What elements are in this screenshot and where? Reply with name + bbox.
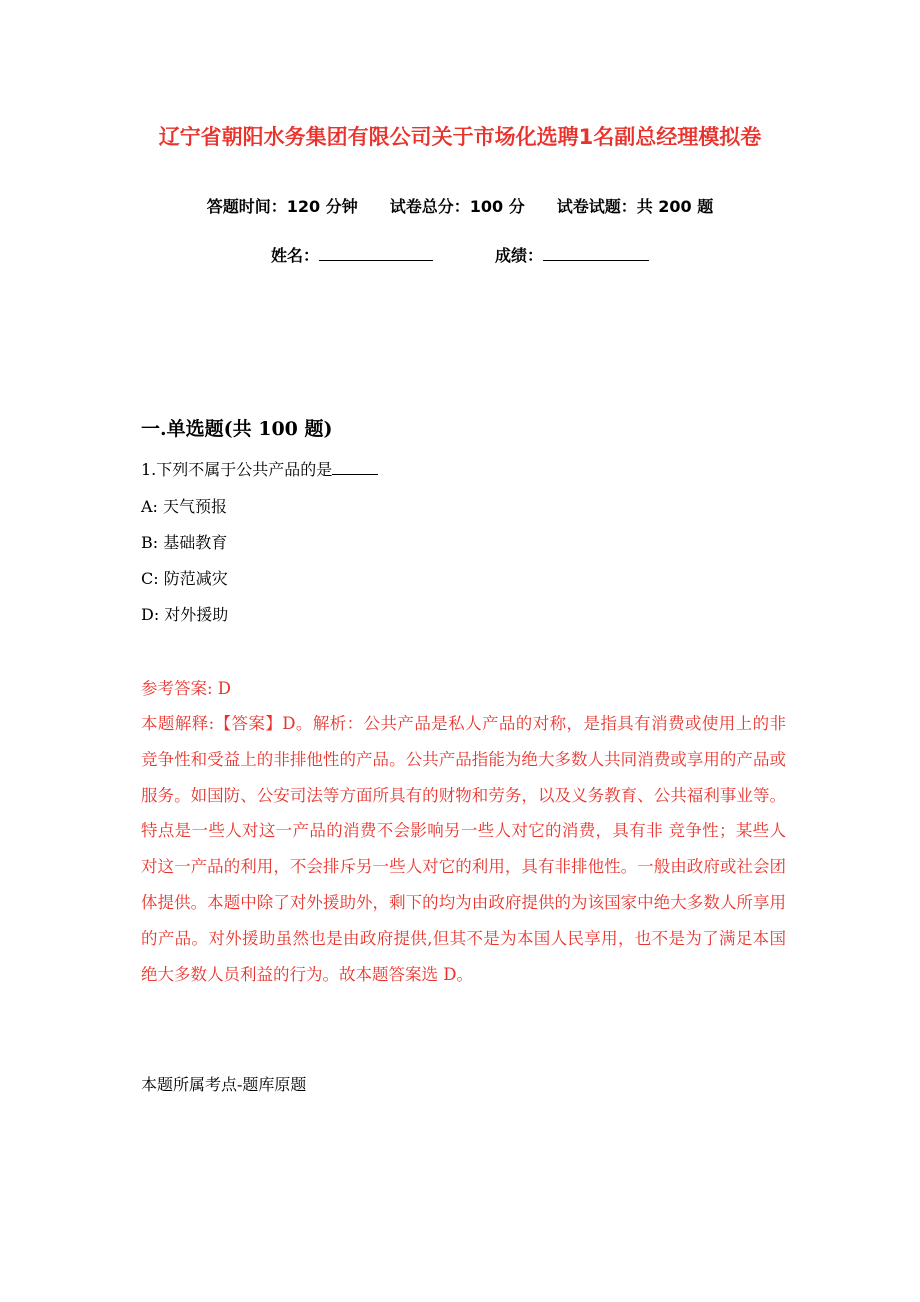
grade-blank xyxy=(543,246,649,261)
candidate-info xyxy=(0,243,920,266)
exam-title: 辽宁省朝阳水务集团有限公司关于市场化选聘1名副总经理模拟卷 xyxy=(158,125,762,149)
exam-time: 答题时间：120 分钟 xyxy=(206,197,358,216)
name-blank xyxy=(319,246,433,261)
option-b: B: 基础教育 xyxy=(141,533,228,552)
exam-question-count: 试卷试题：共 200 题 xyxy=(556,197,714,216)
reference-answer: 参考答案: D xyxy=(141,679,232,698)
option-c: C: 防范减灾 xyxy=(141,569,228,588)
name-label: 姓名： xyxy=(270,246,319,265)
question-stem xyxy=(141,457,378,480)
option-d: D: 对外援助 xyxy=(141,605,229,624)
exam-meta xyxy=(0,194,920,217)
question-text: 1.下列不属于公共产品的是 xyxy=(141,460,333,479)
grade-label: 成绩： xyxy=(495,246,544,265)
section-title: 一.单选题(共 100 题) xyxy=(141,418,333,440)
option-a: A: 天气预报 xyxy=(141,497,228,516)
question-blank xyxy=(332,460,378,475)
exam-total-score: 试卷总分：100 分 xyxy=(389,197,525,216)
knowledge-point: 本题所属考点-题库原题 xyxy=(141,1075,307,1094)
answer-explanation: 本题解释:【答案】D。解析：公共产品是私人产品的对称，是指具有消费或使用上的非竞争性和受益上的非排他性的产品。公共产品指能为绝大多数人共同消费或享用的产品或服务。如国防、公安司法等方面所具有的财物和劳务，以及义务教育、公共福利事业等。特点是一些人对这一产品的消费不会影响另一些人对它的消费，具有非 竞争性；某些人对这一产品的利用，不会排斥另一些人对它的利用，具有非排他性。一般由政府或社会团体提供。本题中除了对外援助外，剩下的均为由政府提供的为该国家中绝大多数人所享用的产品。对外援助虽然也是由政府提供,但其不是为本国人民享用，也不是为了满足本国绝大多数人员利益的行为。故本题答案选 D。 xyxy=(141,714,786,984)
